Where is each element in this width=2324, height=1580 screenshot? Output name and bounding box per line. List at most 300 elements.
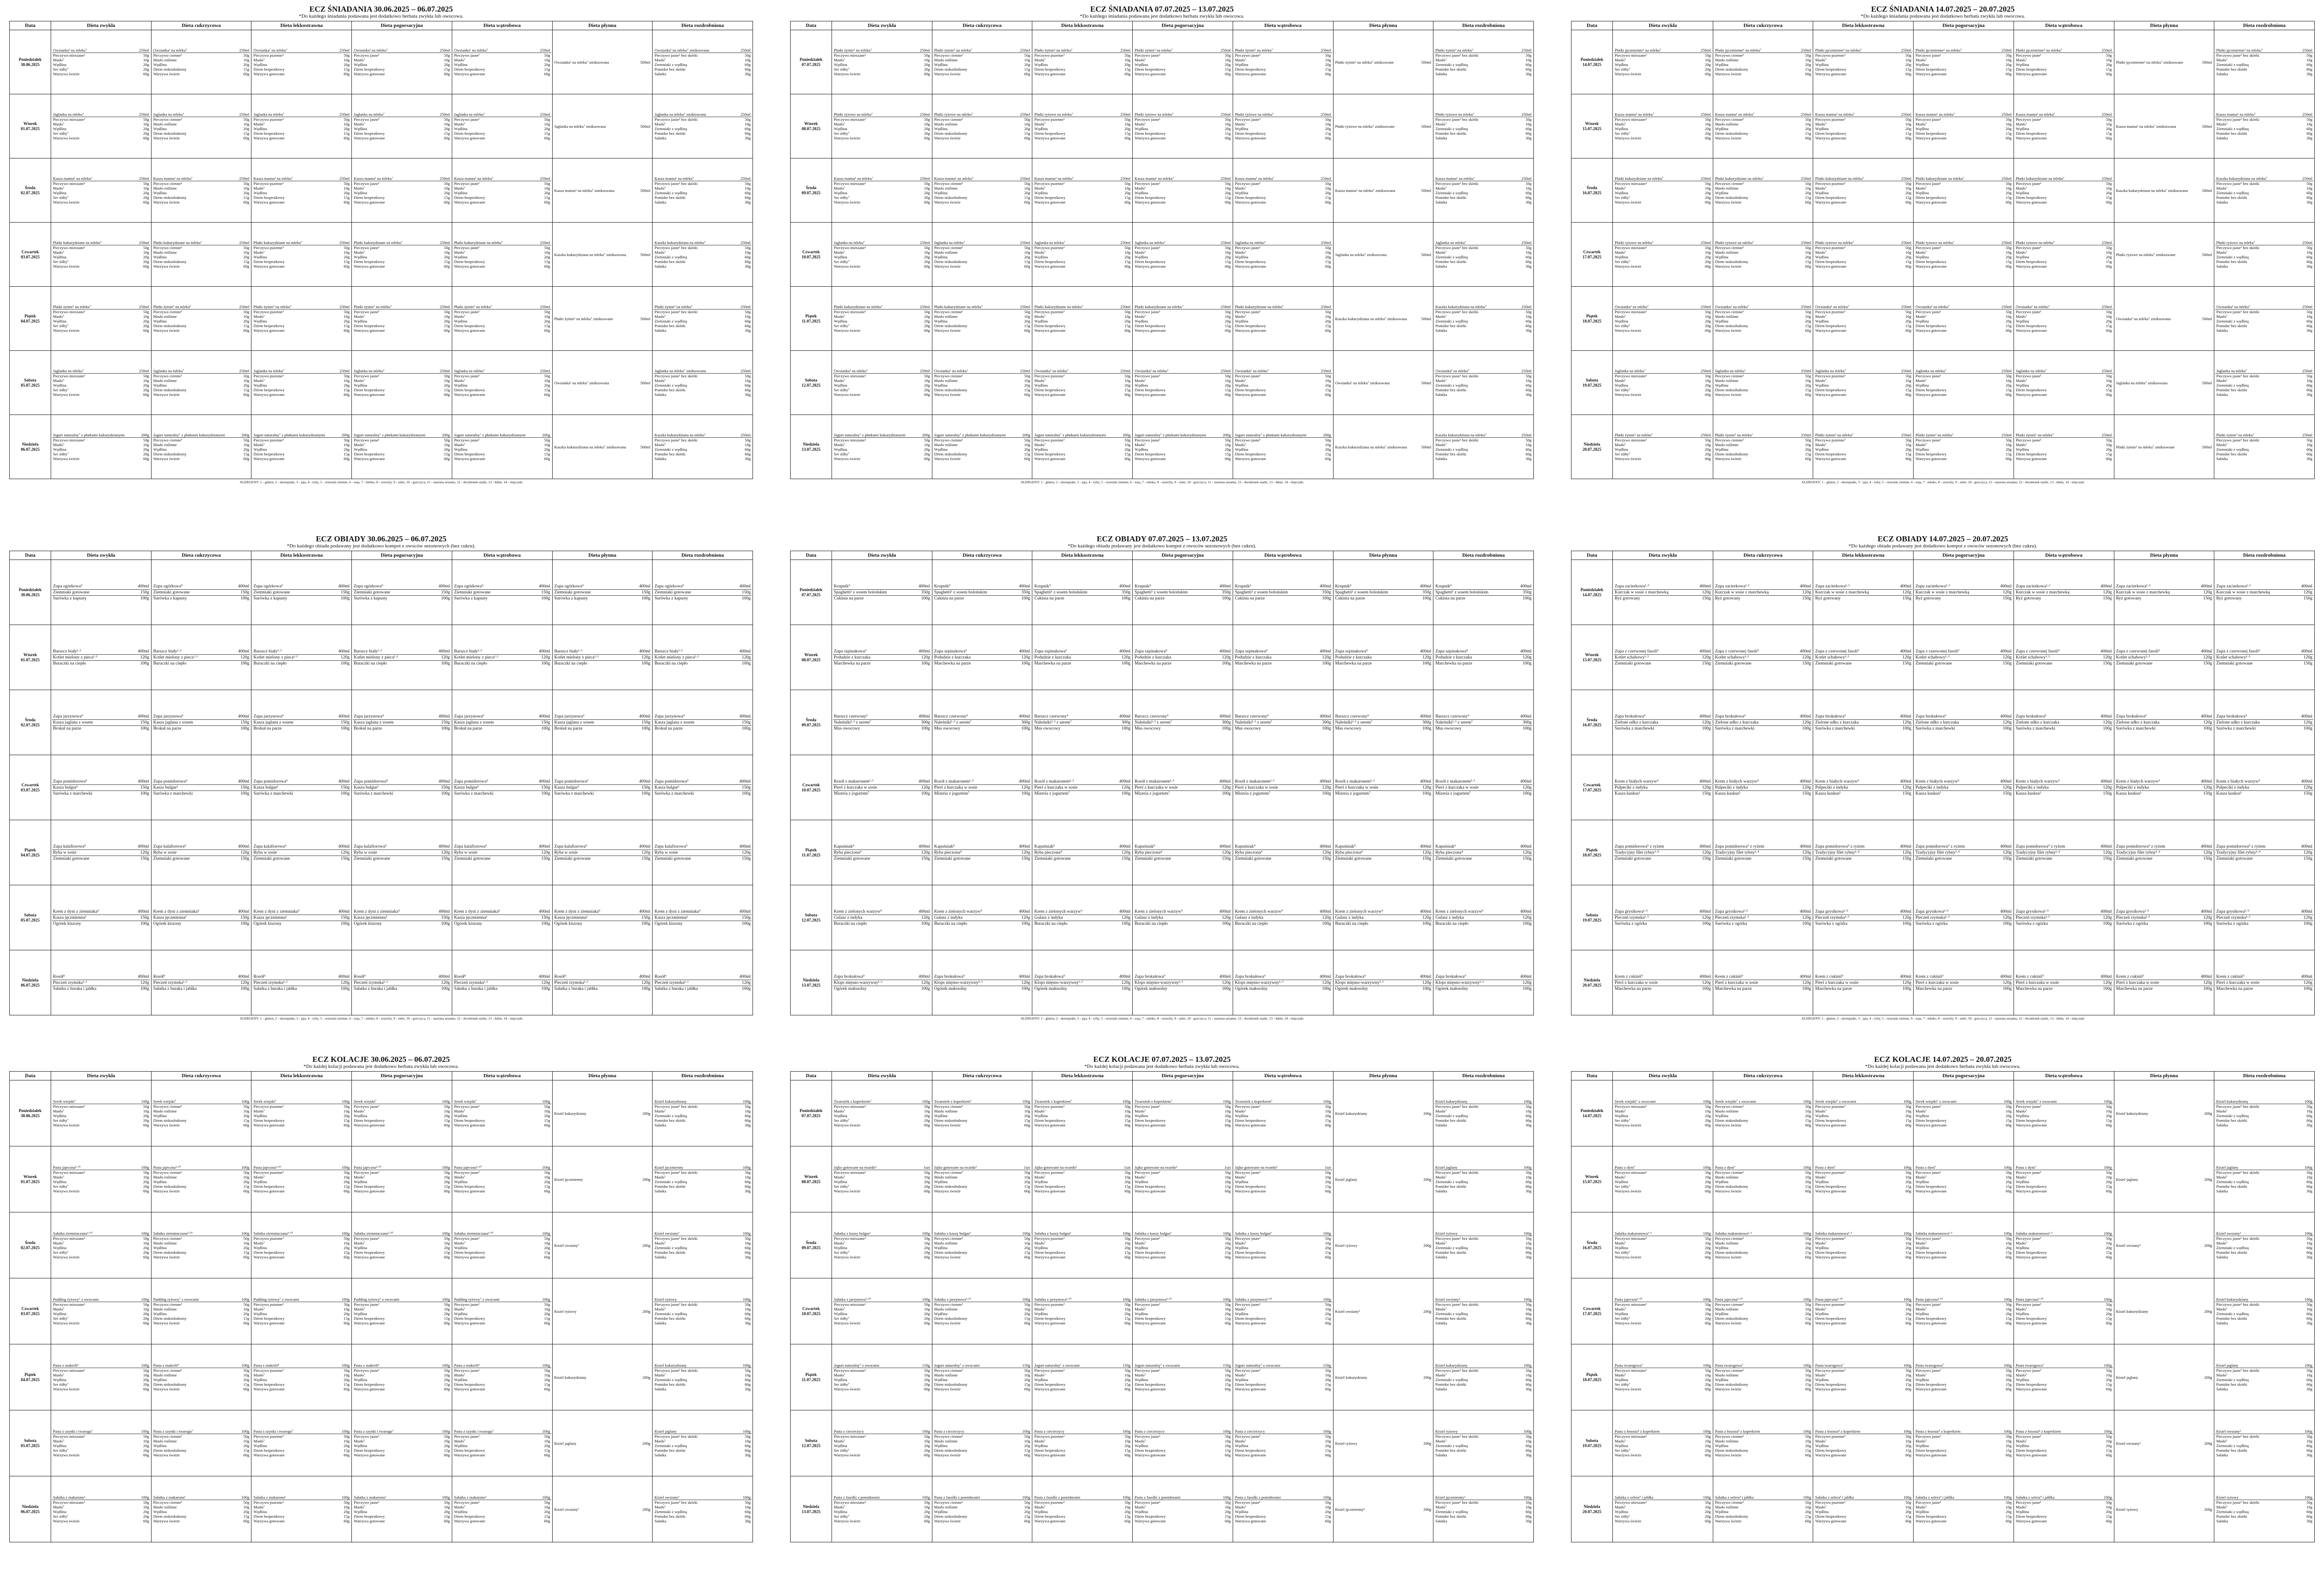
portion: 250ml (740, 304, 751, 309)
portion: 20g (143, 62, 149, 67)
portion: 150g (641, 590, 651, 595)
portion: 10g (1805, 378, 1811, 383)
meal-item (1234, 590, 1332, 596)
meal-item (1614, 319, 1712, 323)
meal-item (252, 62, 350, 67)
dish-name: Wędlina (253, 447, 267, 452)
portion: 10g (544, 1307, 550, 1311)
meal-items (453, 176, 551, 204)
portion: 15g (544, 1316, 550, 1321)
portion: 100g (2002, 726, 2012, 731)
portion: 60g (544, 456, 550, 461)
meal-item (1234, 126, 1332, 131)
meal-main (1714, 369, 1812, 374)
dish-name: Pieczywo jasne¹ (354, 1170, 380, 1175)
meal-items (353, 844, 451, 862)
dish-name: Ziemniaki gotowane (2015, 856, 2053, 861)
meal-item (1915, 136, 2013, 140)
dish-name: Dżem bezpestkowy (1915, 195, 1947, 200)
meal-cell (832, 755, 932, 820)
dish-name: Pieczywo jasne¹ (454, 1170, 480, 1175)
portion: 50g (444, 374, 450, 378)
meal-item (1434, 456, 1532, 461)
day-date: 03.07.2025 (20, 787, 40, 792)
meal-items (252, 304, 350, 333)
portion: 350g (1523, 590, 1532, 595)
meal-item (1033, 456, 1131, 461)
dish-name: Pieczywo pszenne¹ (253, 53, 284, 58)
meal-item (1714, 980, 1812, 986)
portion: 120g (921, 980, 930, 985)
meal-items (1134, 48, 1232, 76)
portion: 50g (1805, 374, 1811, 378)
portion: 60g (1905, 200, 1912, 204)
dish-name: Pomidor bez skórki (654, 323, 686, 328)
dish-name: Masło roślinne (153, 186, 177, 191)
day-row (791, 287, 1534, 351)
dish-name: Warzywa świeże (153, 1189, 180, 1193)
portion: 50g (745, 245, 751, 250)
meal-cell (653, 950, 753, 1015)
meal-items (833, 844, 931, 862)
dish-name: Kasza manna¹ na mleku⁷ (1615, 112, 1654, 117)
dish-name: Warzywa świeże (1715, 456, 1742, 461)
portion: 20g (143, 131, 149, 136)
dish-name: Dżem bezpestkowy (354, 131, 385, 136)
portion: 100g (641, 791, 651, 796)
dish-name: Krupnik⁹ (834, 584, 850, 589)
dish-name: Dżem bezpestkowy (454, 1250, 485, 1255)
portion: 60g (343, 200, 350, 204)
dish-name: Pieczywo jasne¹ (1135, 309, 1161, 314)
meal-item (833, 856, 931, 862)
portion: 100g (441, 791, 450, 796)
meal-item (654, 844, 752, 850)
portion: 20g (544, 126, 550, 131)
meal-item (252, 1302, 350, 1307)
portion: 150g (641, 915, 651, 920)
portion: 15g (243, 323, 250, 328)
meal-item (1234, 181, 1332, 186)
meal-main (554, 188, 652, 193)
dish-name: Masło⁷ (1435, 442, 1447, 447)
dish-name: Warzywa gotowane (1235, 136, 1266, 140)
meal-main (1234, 433, 1332, 438)
portion: 400ml (1019, 649, 1030, 654)
meal-items (52, 240, 150, 269)
dish-name: Wędlina (1235, 255, 1248, 259)
dish-name: Wędlina (354, 383, 367, 388)
portion: 60g (243, 1123, 250, 1127)
dish-name: Ziemniaki gotowane (454, 856, 491, 861)
dish-name: Płatki kukurydziane na mleku⁷ (934, 304, 983, 309)
portion: 200g (141, 433, 149, 437)
dish-name: Masło⁷ (354, 1175, 365, 1179)
dish-name: Zielone udko z kurczaka (2116, 720, 2160, 725)
portion: 10g (2106, 58, 2112, 62)
dish-name: Masło⁷ (253, 1307, 265, 1311)
meal-cell (2214, 885, 2315, 950)
portion: 150g (1702, 856, 1711, 861)
portion: 250ml (1801, 304, 1811, 309)
meal-item (1334, 655, 1433, 661)
meal-item (353, 191, 451, 195)
portion: 10g (343, 58, 350, 62)
meal-item (1915, 264, 2013, 269)
portion: 15g (2006, 131, 2012, 136)
meal-item (1614, 181, 1712, 186)
meal-main (453, 369, 551, 374)
meal-items (833, 909, 931, 927)
dish-name: Wędlina (454, 1311, 468, 1316)
meal-item (52, 53, 150, 58)
dish-name: Ser żółty⁷ (834, 323, 850, 328)
meal-item (2215, 378, 2313, 383)
dish-name: Warzywa gotowane (1815, 136, 1847, 140)
liquid-diet-cell (552, 1278, 653, 1344)
dish-name: Kisiel jęczmienny (554, 1177, 583, 1182)
meal-items (1814, 176, 1912, 204)
dish-name: Ogórek małosolny (1435, 986, 1468, 991)
meal-item (152, 58, 251, 62)
meal-item (152, 1321, 251, 1325)
meal-items (1434, 649, 1532, 666)
meal-cell (51, 625, 152, 690)
meal-item (1915, 62, 2013, 67)
meal-main (1033, 240, 1131, 245)
dish-name: Jaglanka na mleku⁷ (1135, 240, 1166, 245)
portion: 250ml (740, 48, 751, 53)
portion: 60g (2306, 447, 2312, 452)
dish-name: Dżem bezpestkowy (354, 259, 385, 264)
portion: 60g (444, 456, 450, 461)
meal-items (1134, 974, 1232, 992)
meal-item (933, 309, 1031, 314)
meal-item (1033, 181, 1131, 186)
meal-main (933, 433, 1031, 438)
portion: 30g (2306, 264, 2312, 269)
meal-item (554, 661, 652, 666)
dish-name: Gulasz z indyka (1235, 915, 1264, 920)
portion: 120g (1322, 980, 1331, 985)
dish-name: Pomidor bez skórki (654, 259, 686, 264)
portion: 250ml (540, 369, 550, 373)
dish-name: Zupa grysikowa¹·⁹ (2216, 909, 2250, 914)
dish-name: Dżem bezpestkowy (1235, 323, 1266, 328)
dish-name: Ryż gotowany (1815, 596, 1841, 601)
meal-item (52, 250, 150, 255)
dish-name: Podudzie z kurczaka (1335, 655, 1372, 660)
portion: 400ml (2000, 714, 2012, 719)
meal-item (1714, 250, 1812, 255)
meal-item (1714, 195, 1812, 200)
portion: 400ml (639, 649, 651, 654)
dish-name: Dżem bezpestkowy (1135, 452, 1166, 456)
meal-item (1614, 67, 1712, 72)
portion: 100g (2103, 921, 2112, 926)
portion: 400ml (338, 974, 350, 979)
meal-item (833, 181, 931, 186)
meal-item (1134, 649, 1232, 655)
meal-item (252, 1104, 350, 1109)
portion: 10g (1325, 314, 1331, 319)
meal-item (1134, 714, 1232, 720)
portion: 20g (2106, 447, 2112, 452)
day-cell (791, 158, 832, 223)
dish-name: Kasza manna¹ na mleku⁷ (1715, 112, 1755, 117)
meal-item (1714, 909, 1812, 915)
meal-main (353, 304, 451, 309)
portion: 60g (2306, 319, 2312, 323)
column-header: Dieta zwykła (832, 21, 932, 30)
portion: 15g (544, 259, 550, 264)
meal-cell (1613, 158, 1713, 223)
dish-name: Wędlina (934, 383, 948, 388)
meal-item (2115, 921, 2213, 927)
portion: 60g (544, 1123, 550, 1127)
portion: 100g (2304, 726, 2312, 731)
dish-name: Wędlina (454, 319, 468, 323)
meal-item (1814, 328, 1912, 333)
dish-name: Ser żółty⁷ (53, 1118, 69, 1123)
dish-name: Masło⁷ (1034, 122, 1046, 126)
dish-name: Płatki kukurydziane na mleku⁷ (1135, 304, 1183, 309)
meal-cell (2014, 415, 2114, 479)
meal-main (152, 304, 251, 309)
menu-table (9, 21, 753, 479)
meal-item (1814, 53, 1912, 58)
dish-name: Kotlet mielony z pieca¹·³ (354, 655, 398, 660)
portion: 10g (745, 1307, 751, 1311)
meal-item (1814, 122, 1912, 126)
meal-main (654, 48, 752, 53)
portion: 50g (924, 181, 930, 186)
liquid-diet-cell (2114, 351, 2214, 415)
meal-item (1033, 67, 1131, 72)
portion: 120g (2304, 915, 2312, 920)
menu-table (1571, 21, 2315, 479)
meal-item (2015, 259, 2113, 264)
portion: 50g (924, 117, 930, 122)
meal-item (1814, 720, 1912, 726)
dish-name: Dżem bezpestkowy (454, 452, 485, 456)
meal-cell (1233, 94, 1333, 158)
meal-item (554, 655, 652, 661)
meal-item (1134, 53, 1232, 58)
meal-item (2215, 655, 2313, 661)
portion: 100g (1422, 596, 1432, 601)
meal-cell (51, 560, 152, 625)
meal-items (1915, 176, 2013, 204)
portion: 50g (2006, 374, 2012, 378)
dish-name: Klops mięsno-warzywny¹·³ (1034, 980, 1083, 985)
dish-name: Marchewka na parze (2015, 986, 2053, 991)
dish-name: Warzywa gotowane (1034, 264, 1066, 269)
dish-name: Ziemniaki gotowane (1135, 856, 1171, 861)
meal-items (1714, 433, 1812, 461)
meal-main (1334, 188, 1433, 193)
dish-name: Zupa brokułowa⁹ (1715, 714, 1746, 719)
meal-items (52, 844, 150, 862)
portion: 100g (1322, 791, 1331, 796)
dish-name: Wędlina (1135, 447, 1148, 452)
portion: 100g (240, 986, 250, 991)
meal-item (1234, 200, 1332, 204)
portion: 20g (243, 126, 250, 131)
day-date: 05.07.2025 (20, 917, 40, 922)
portion: 150g (1802, 661, 1811, 666)
dish-name: Masło⁷ (1235, 442, 1247, 447)
column-header: Dieta cukrzycowa (151, 21, 251, 30)
dish-name: Krupnik⁹ (934, 584, 951, 589)
dish-name: Masło roślinne (934, 186, 958, 191)
dish-name: Masło⁷ (354, 1307, 365, 1311)
column-header: Dieta wątrobowa (1233, 551, 1333, 560)
portion: 120g (1902, 915, 1912, 920)
portion: 15g (2006, 195, 2012, 200)
meal-item (252, 456, 350, 461)
dish-name: Kasza manna¹ na mleku⁷ zmiksowana (554, 188, 614, 193)
meal-item (52, 200, 150, 204)
portion: 100g (1021, 661, 1030, 666)
dish-name: Masło⁷ (253, 186, 265, 191)
dish-name: Wędlina (153, 1179, 167, 1184)
portion: 120g (1122, 785, 1131, 790)
meal-item (1434, 250, 1532, 255)
meal-item (1234, 980, 1332, 986)
portion: 30g (1525, 392, 1532, 397)
portion: 60g (1024, 392, 1030, 397)
dish-name: Warzywa gotowane (1915, 328, 1947, 333)
portion: 350g (921, 590, 930, 595)
dish-name: Rosół⁹ (253, 974, 265, 979)
day-date: 07.07.2025 (801, 592, 821, 597)
meal-item (654, 1250, 752, 1255)
meal-item (1915, 319, 2013, 323)
dish-name: Surówka z marchewki (53, 791, 92, 796)
meal-cell (1233, 885, 1333, 950)
portion: 100g (1221, 596, 1231, 601)
dish-name: Ser żółty⁷ (1615, 388, 1631, 392)
meal-item (353, 438, 451, 442)
dish-name: Zupa z czerwonej fasoli⁹ (1815, 649, 1859, 654)
dish-name: Pieczywo mieszane¹ (834, 117, 866, 122)
meal-items (52, 714, 150, 731)
meal-item (1434, 181, 1532, 186)
dish-name: Masło roślinne (153, 1307, 177, 1311)
meal-item (453, 779, 551, 785)
dish-name: Sałatka (1435, 456, 1447, 461)
column-header: Dieta cukrzycowa (1713, 21, 1813, 30)
portion: 400ml (1800, 649, 1811, 654)
meal-item (1915, 844, 2013, 850)
meal-item (1134, 442, 1232, 447)
meal-cell (352, 625, 452, 690)
meal-item (152, 314, 251, 319)
meal-items (833, 779, 931, 797)
portion: 500ml (1421, 316, 1432, 321)
meal-items (1814, 779, 1912, 797)
meal-cell (1233, 158, 1333, 223)
portion: 15g (1024, 452, 1030, 456)
meal-item (252, 661, 350, 666)
meal-main (1814, 304, 1912, 309)
portion: 120g (1702, 590, 1711, 595)
liquid-diet-cell (552, 223, 653, 287)
dish-name: Ryba w sosie (53, 850, 77, 855)
portion: 100g (542, 1099, 550, 1104)
day-row (10, 690, 753, 755)
portion: 60g (1525, 62, 1532, 67)
dish-name: Wędlina (153, 62, 167, 67)
meal-item (933, 649, 1031, 655)
dish-name: Zupa brokułowa⁹ (2015, 714, 2047, 719)
portion: 60g (1225, 264, 1231, 269)
dish-name: Marchewka na parze (1715, 986, 1752, 991)
portion: 10g (1325, 442, 1331, 447)
portion: 10g (444, 250, 450, 255)
dish-name: Masło⁷ (1615, 58, 1626, 62)
day-cell (10, 1278, 51, 1344)
meal-cell (1914, 820, 2014, 885)
portion: 120g (541, 980, 550, 985)
meal-main (554, 60, 652, 65)
dish-name: Dżem niskosłodzony (934, 323, 968, 328)
column-header: Dieta rozdrobniona (1433, 551, 1534, 560)
dish-name: Wędlina (53, 255, 66, 259)
portion: 400ml (539, 844, 550, 849)
meal-item (1614, 136, 1712, 140)
meal-item (1814, 779, 1912, 785)
dish-name: Pieczywo mieszane¹ (1615, 53, 1647, 58)
dish-name: Kotlet schabowy¹·³ (1915, 655, 1950, 660)
meal-main (152, 1297, 251, 1302)
meal-item (353, 136, 451, 140)
dish-name: Ser żółty⁷ (1615, 67, 1631, 72)
meal-item (52, 1179, 150, 1184)
meal-item (1033, 974, 1131, 980)
dish-name: Dżem niskosłodzony (1715, 195, 1749, 200)
dish-name: Ziemniaki gotowane (1815, 661, 1852, 666)
meal-item (353, 649, 451, 655)
dish-name: Kasza kuskus¹ (2116, 791, 2142, 796)
portion: 400ml (1419, 909, 1432, 914)
meal-cell (1433, 820, 1534, 885)
meal-item (1714, 850, 1812, 856)
meal-main (1814, 369, 1912, 374)
meal-item (654, 136, 752, 140)
meal-item (833, 980, 931, 986)
dish-name: Pieczeń rzymska¹·³ (253, 980, 288, 985)
portion: 60g (745, 62, 751, 67)
portion: 60g (243, 392, 250, 397)
portion: 150g (140, 590, 149, 595)
dish-name: Warzywa gotowane (354, 1123, 385, 1127)
meal-items (1033, 714, 1131, 731)
meal-item (2215, 791, 2313, 797)
dish-name: Warzywa gotowane (454, 1321, 485, 1325)
allergen-legend: ALERGENY: 1 - gluten, 2 - skorupiaki, 3 - jaja, 4 - ryby, 5 - orzeszki ziemne, 6 - soja, 7 - mleko, 8 - orzechy, 9 - seler, 10 - gorczyca, 11 - nasiona sezamu, 12 - dwutlenek siarki, 13 - łubin, 14 - mięczaki (1801, 480, 2085, 484)
meal-item (252, 584, 350, 590)
portion: 100g (641, 921, 651, 926)
meal-items (252, 779, 350, 797)
meal-cell (1813, 690, 1914, 755)
dish-name: Dżem bezpestkowy (454, 131, 485, 136)
meal-items (252, 1099, 350, 1127)
portion: 10g (1024, 378, 1030, 383)
dish-name: Wędlina (454, 1113, 468, 1118)
portion: 20g (2006, 191, 2012, 195)
